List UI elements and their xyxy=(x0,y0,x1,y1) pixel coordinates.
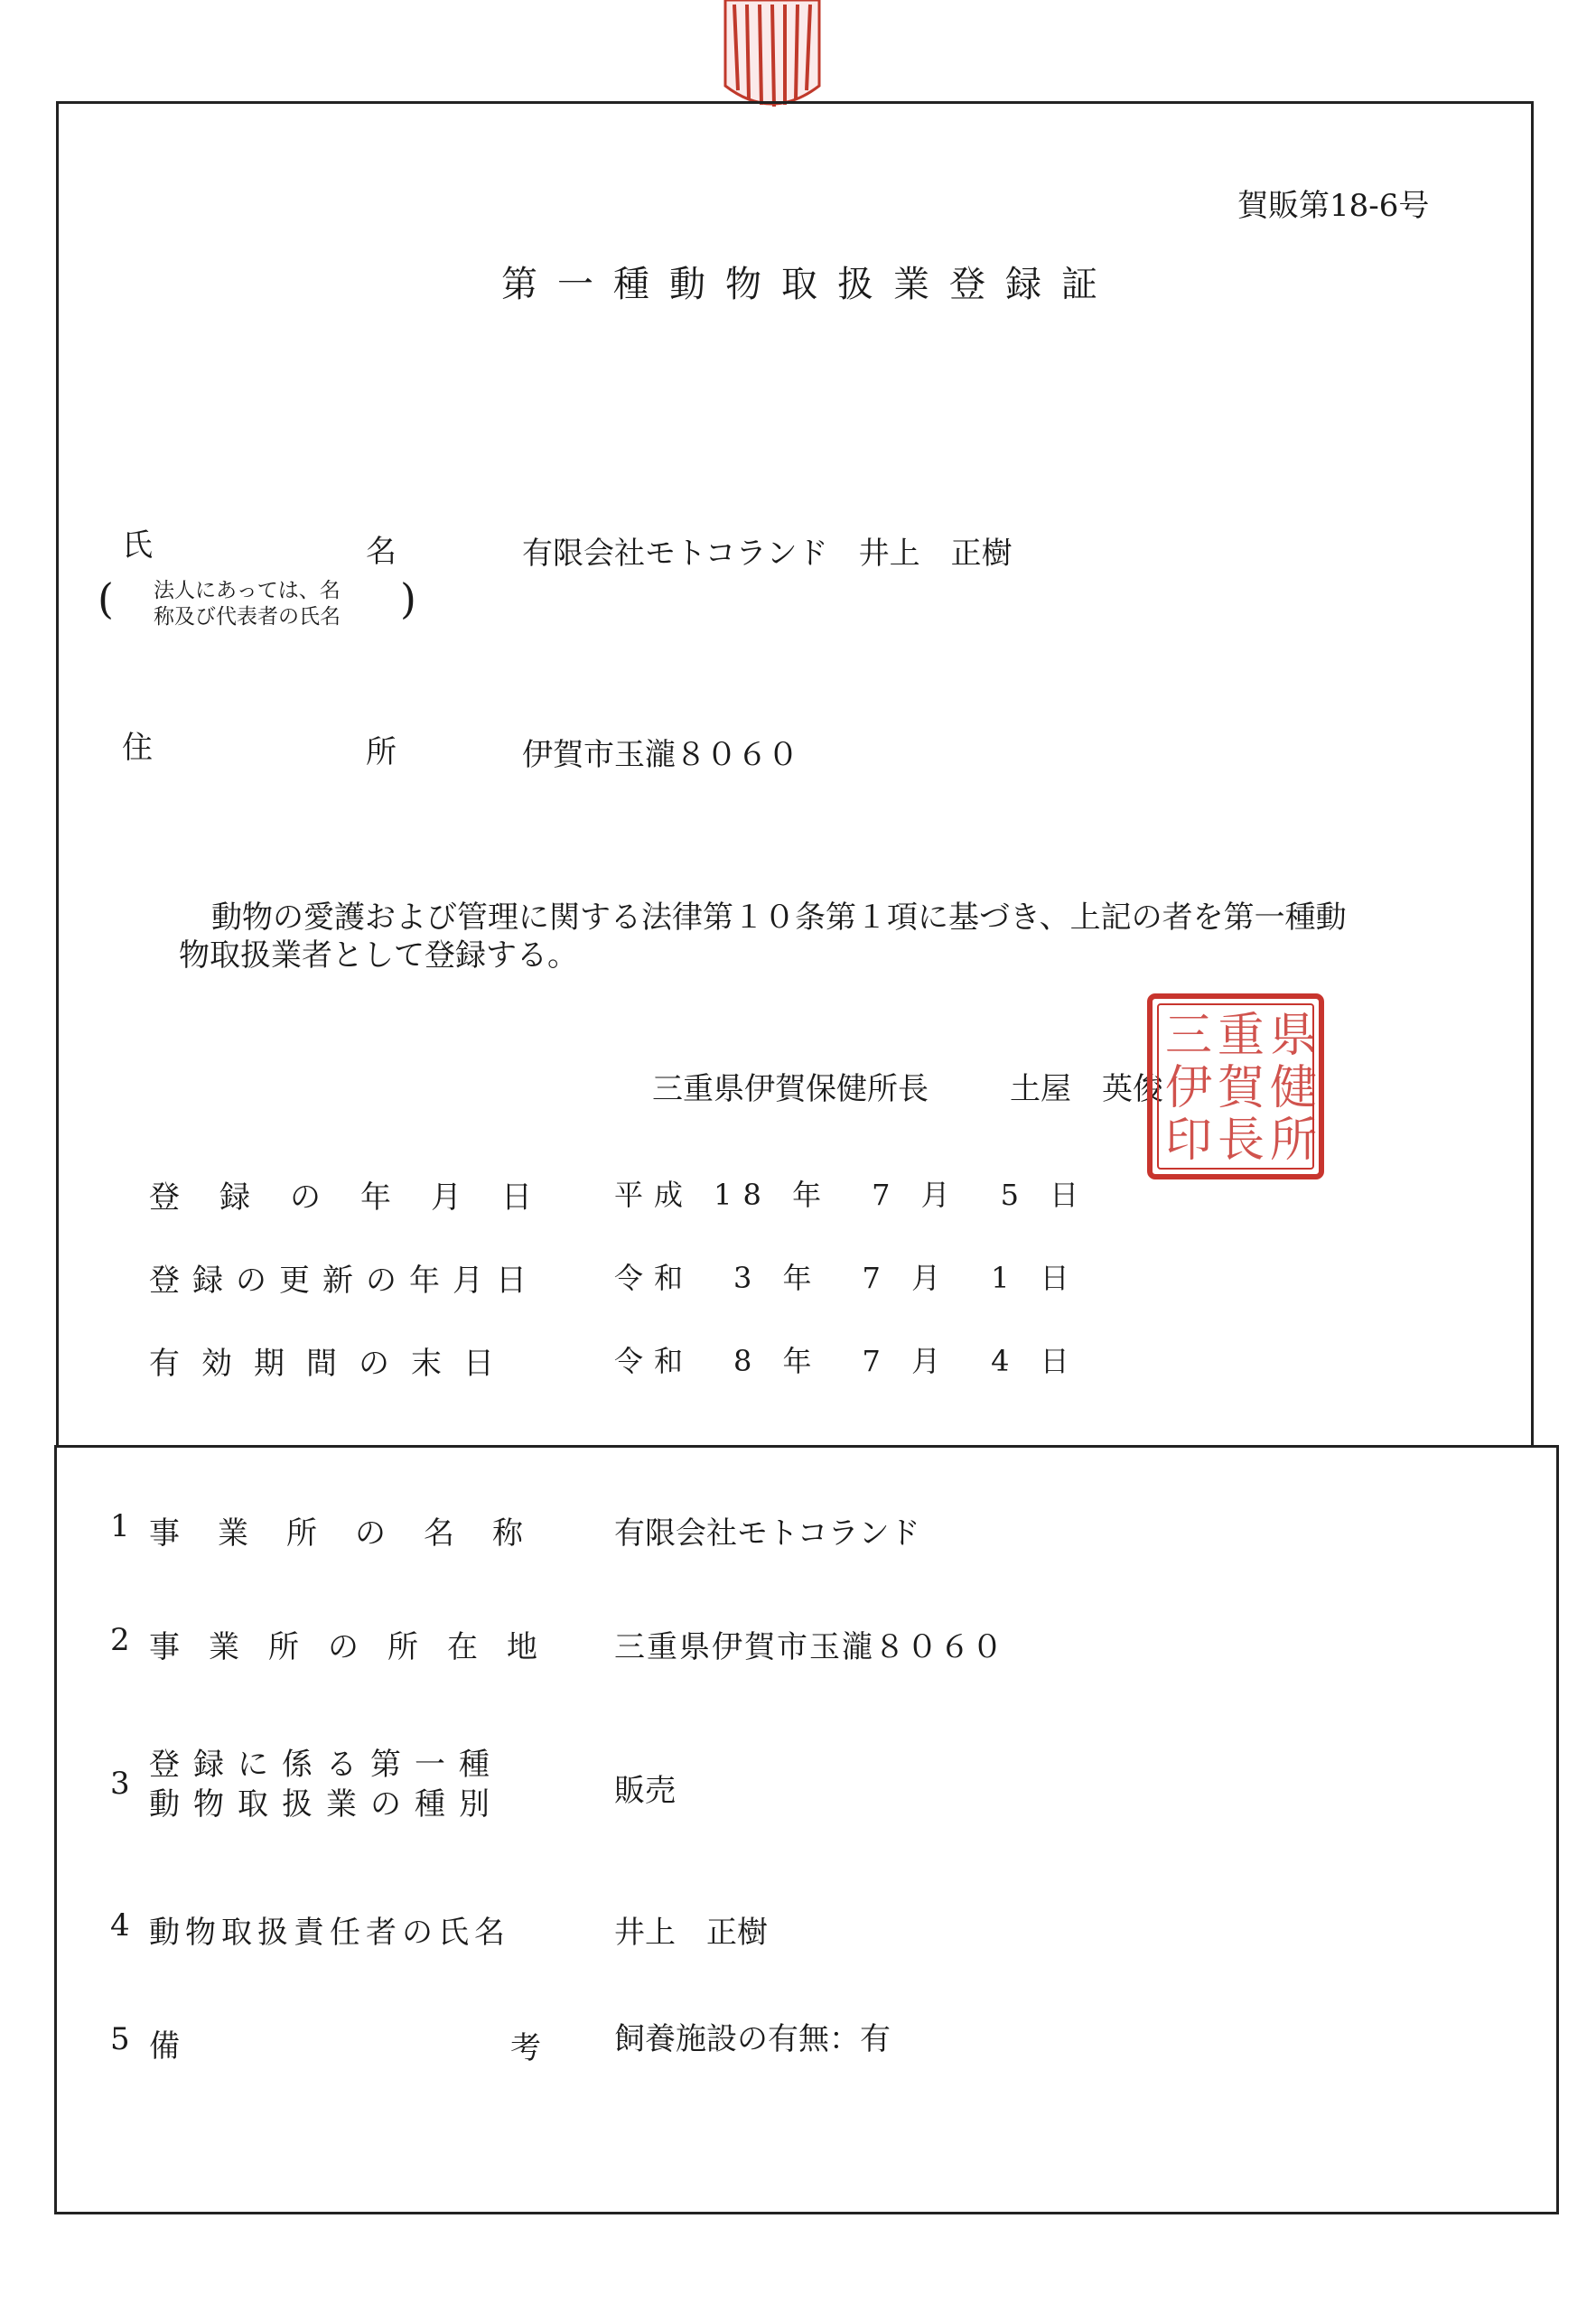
item-number-5: 5 xyxy=(110,2021,130,2057)
date-value-renewal: 令和 3 年 7 月 1 日 xyxy=(614,1261,1080,1295)
svg-text:印: 印 xyxy=(1165,1114,1213,1168)
item-label-3-line2: 動物取扱業の種別 xyxy=(149,1786,503,1823)
svg-text:重: 重 xyxy=(1218,1009,1265,1063)
item-number-1: 1 xyxy=(110,1508,130,1544)
registration-number: 賀販第18-6号 xyxy=(1237,188,1430,224)
certificate-title: 第一種動物取扱業登録証 xyxy=(501,264,1117,305)
svg-text:所: 所 xyxy=(1270,1114,1318,1168)
item-number-2: 2 xyxy=(110,1622,130,1658)
official-seal-icon xyxy=(1145,992,1326,1181)
name-note-line1: 法人にあっては、名 xyxy=(154,579,341,602)
svg-text:三: 三 xyxy=(1165,1009,1213,1063)
address-label-b: 所 xyxy=(366,734,397,770)
statement-line1: 動物の愛護および管理に関する法律第１０条第１項に基づき、上記の者を第一種動 xyxy=(211,900,1347,936)
name-note xyxy=(154,578,341,630)
item-value-4: 井上 正樹 xyxy=(614,1915,768,1951)
item-label-3-line1: 登録に係る第一種 xyxy=(149,1747,503,1783)
certificate-frame-lower xyxy=(54,1445,1559,2214)
certification-statement xyxy=(179,899,1443,974)
date-label-registration: 登録の年月日 xyxy=(149,1179,572,1216)
item-value-2: 三重県伊賀市玉瀧８０６０ xyxy=(614,1629,1004,1665)
issuer-office: 三重県伊賀保健所長 xyxy=(652,1071,929,1107)
date-label-expiry: 有効期間の末日 xyxy=(149,1346,516,1382)
address-value: 伊賀市玉瀧８０６０ xyxy=(522,737,798,773)
item-number-3: 3 xyxy=(110,1766,130,1802)
item-label-2: 事業所の所在地 xyxy=(149,1629,566,1665)
name-note-paren-close: ) xyxy=(400,574,416,623)
name-label-b: 名 xyxy=(366,534,397,570)
item-label-4: 動物取扱責任者の氏名 xyxy=(149,1915,510,1951)
svg-text:健: 健 xyxy=(1270,1061,1318,1115)
issuer-name: 土屋 英俊 xyxy=(1010,1071,1163,1107)
item-label-5b: 考 xyxy=(510,2030,541,2066)
svg-text:賀: 賀 xyxy=(1218,1061,1265,1115)
date-label-renewal: 登録の更新の年月日 xyxy=(149,1263,539,1299)
item-value-1: 有限会社モトコランド xyxy=(614,1515,920,1552)
name-note-line2: 称及び代表者の氏名 xyxy=(154,605,341,629)
date-value-expiry: 令和 8 年 7 月 4 日 xyxy=(614,1344,1080,1378)
name-value: 有限会社モトコランド 井上 正樹 xyxy=(522,536,1013,572)
item-label-3 xyxy=(149,1745,503,1824)
address-label-a: 住 xyxy=(122,730,153,766)
item-value-3: 販売 xyxy=(614,1773,676,1809)
name-note-paren-open: ( xyxy=(98,574,114,623)
svg-text:県: 県 xyxy=(1270,1009,1318,1063)
svg-text:長: 長 xyxy=(1218,1114,1265,1168)
item-label-1: 事業所の名称 xyxy=(149,1515,561,1552)
item-value-5: 飼養施設の有無：有 xyxy=(614,2021,891,2057)
ribbon-tab-icon xyxy=(718,0,826,117)
statement-line2: 物取扱業者として登録する。 xyxy=(179,937,578,974)
name-label-a: 氏 xyxy=(122,527,153,564)
date-value-registration: 平成 18 年 7 月 5 日 xyxy=(614,1178,1090,1212)
item-number-4: 4 xyxy=(110,1907,130,1944)
svg-text:伊: 伊 xyxy=(1165,1061,1213,1115)
item-label-5a: 備 xyxy=(149,2028,180,2065)
